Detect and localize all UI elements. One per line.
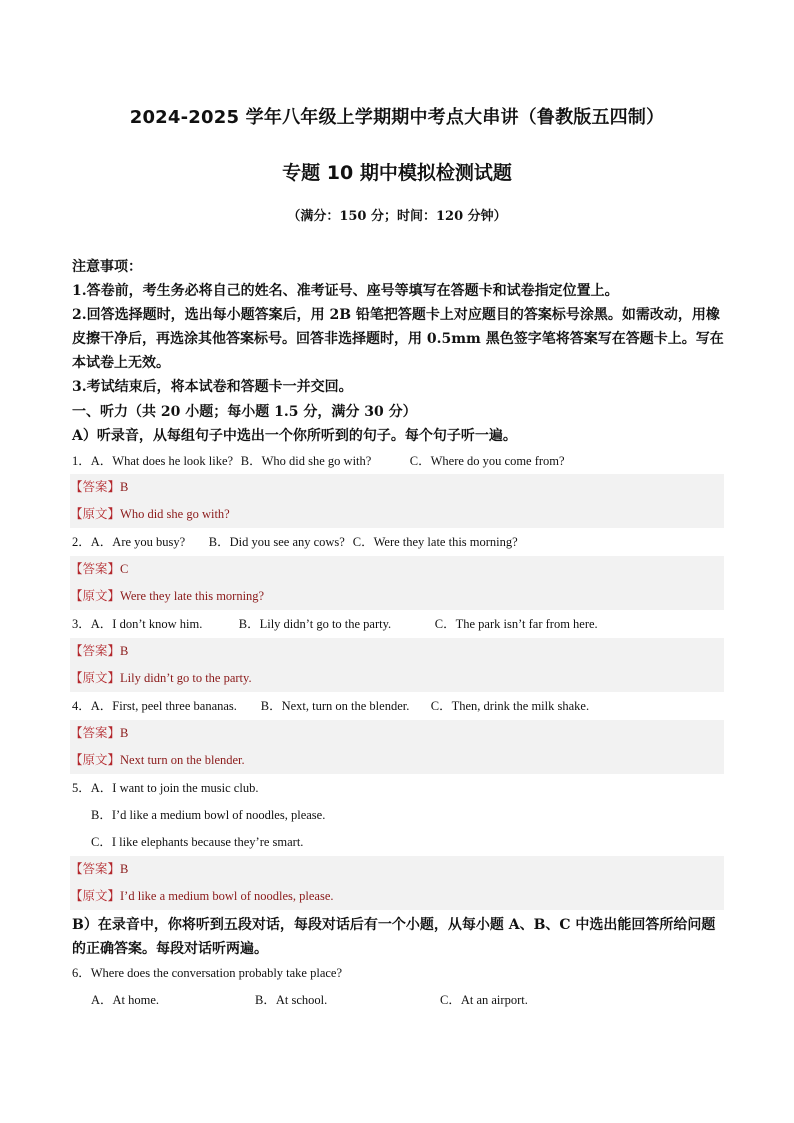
answer-row: 【答案】C: [70, 556, 724, 583]
answer-value: B: [120, 726, 129, 740]
option-a: A．What does he look like?: [90, 454, 234, 468]
option-c: C．Where do you come from?: [409, 454, 565, 468]
source-row: 【原文】Who did she go with?: [70, 501, 724, 528]
notes-item: 1.答卷前，考生务必将自己的姓名、准考证号、座号等填写在答题卡和试卷指定位置上。: [72, 283, 619, 299]
question-number: 5．: [72, 781, 91, 795]
source-text: I’d like a medium bowl of noodles, please.: [120, 889, 334, 903]
question-5-option-c: C．I like elephants because they’re smart.: [91, 835, 304, 849]
option-c: C．Were they late this morning?: [352, 535, 518, 549]
question-6-options: [91, 990, 743, 1010]
answer-value: B: [120, 480, 129, 494]
option-a: A．I want to join the music club.: [90, 781, 259, 795]
question-5-option-b: B．I’d like a medium bowl of noodles, please.: [91, 808, 326, 822]
source-text: Were they late this morning?: [120, 589, 265, 603]
part-b-instruction: B）在录音中，你将听到五段对话，每段对话后有一个小题，从每小题 A、B、C 中选出能回答所给问题的正确答案。每段对话听两遍。: [72, 917, 716, 957]
option-a: A．Are you busy?: [90, 535, 186, 549]
source-row: 【原文】Next turn on the blender.: [70, 747, 724, 774]
option-a: A．I don’t know him.: [90, 617, 203, 631]
question-5: [72, 778, 724, 798]
source-text: Who did she go with?: [120, 507, 230, 521]
question-4: [72, 696, 724, 716]
source-row: 【原文】I’d like a medium bowl of noodles, please.: [70, 883, 724, 910]
question-1: [72, 451, 724, 471]
notes-heading: 注意事项：: [72, 259, 142, 275]
notes-item: 3.考试结束后，将本试卷和答题卡一并交回。: [72, 379, 353, 395]
option-b: B．Did you see any cows?: [208, 535, 345, 549]
exam-meta: （满分：150 分；时间：120 分钟）: [287, 209, 507, 224]
option-b: B．At school.: [255, 993, 328, 1007]
option-b: B．Next, turn on the blender.: [260, 699, 410, 713]
answer-row: 【答案】B: [70, 638, 724, 665]
question-number: 1．: [72, 454, 91, 468]
question-6: 6．Where does the conversation probably take place?: [72, 966, 343, 980]
source-row: 【原文】Were they late this morning?: [70, 583, 724, 610]
part-a-instruction: A）听录音，从每组句子中选出一个你所听到的句子。每个句子听一遍。: [72, 428, 517, 444]
question-number: 3．: [72, 617, 91, 631]
notes-item: 2.回答选择题时，选出每小题答案后，用 2B 铅笔把答题卡上对应题目的答案标号涂黑。如需改动，用橡皮擦干净后，再选涂其他答案标号。回答非选择题时，用 0.5mm 黑色签字笔将答案写在答题卡上。写在本试卷上无效。: [72, 307, 724, 371]
page-title: 2024-2025 学年八年级上学期期中考点大串讲（鲁教版五四制）: [129, 107, 665, 128]
question-3: [72, 614, 724, 634]
option-a: A．First, peel three bananas.: [90, 699, 237, 713]
notes-block: [72, 255, 724, 399]
answer-value: B: [120, 862, 129, 876]
section-title: 一、听力（共 20 小题；每小题 1.5 分，满分 30 分）: [72, 404, 417, 420]
answer-row: 【答案】B: [70, 720, 724, 747]
source-text: Lily didn’t go to the party.: [120, 671, 252, 685]
answer-row: 【答案】B: [70, 856, 724, 883]
option-b: B．Lily didn’t go to the party.: [238, 617, 392, 631]
page-subtitle: 专题 10 期中模拟检测试题: [282, 162, 512, 184]
source-text: Next turn on the blender.: [120, 753, 245, 767]
option-c: C．The park isn’t far from here.: [434, 617, 598, 631]
answer-value: B: [120, 644, 129, 658]
option-a: A．At home.: [91, 993, 160, 1007]
answer-row: 【答案】B: [70, 474, 724, 501]
question-number: 2．: [72, 535, 91, 549]
option-c: C．At an airport.: [440, 993, 528, 1007]
source-row: 【原文】Lily didn’t go to the party.: [70, 665, 724, 692]
option-b: B．Who did she go with?: [240, 454, 372, 468]
question-2: [72, 532, 724, 552]
answer-value: C: [120, 562, 129, 576]
option-c: C．Then, drink the milk shake.: [430, 699, 590, 713]
question-number: 4．: [72, 699, 91, 713]
